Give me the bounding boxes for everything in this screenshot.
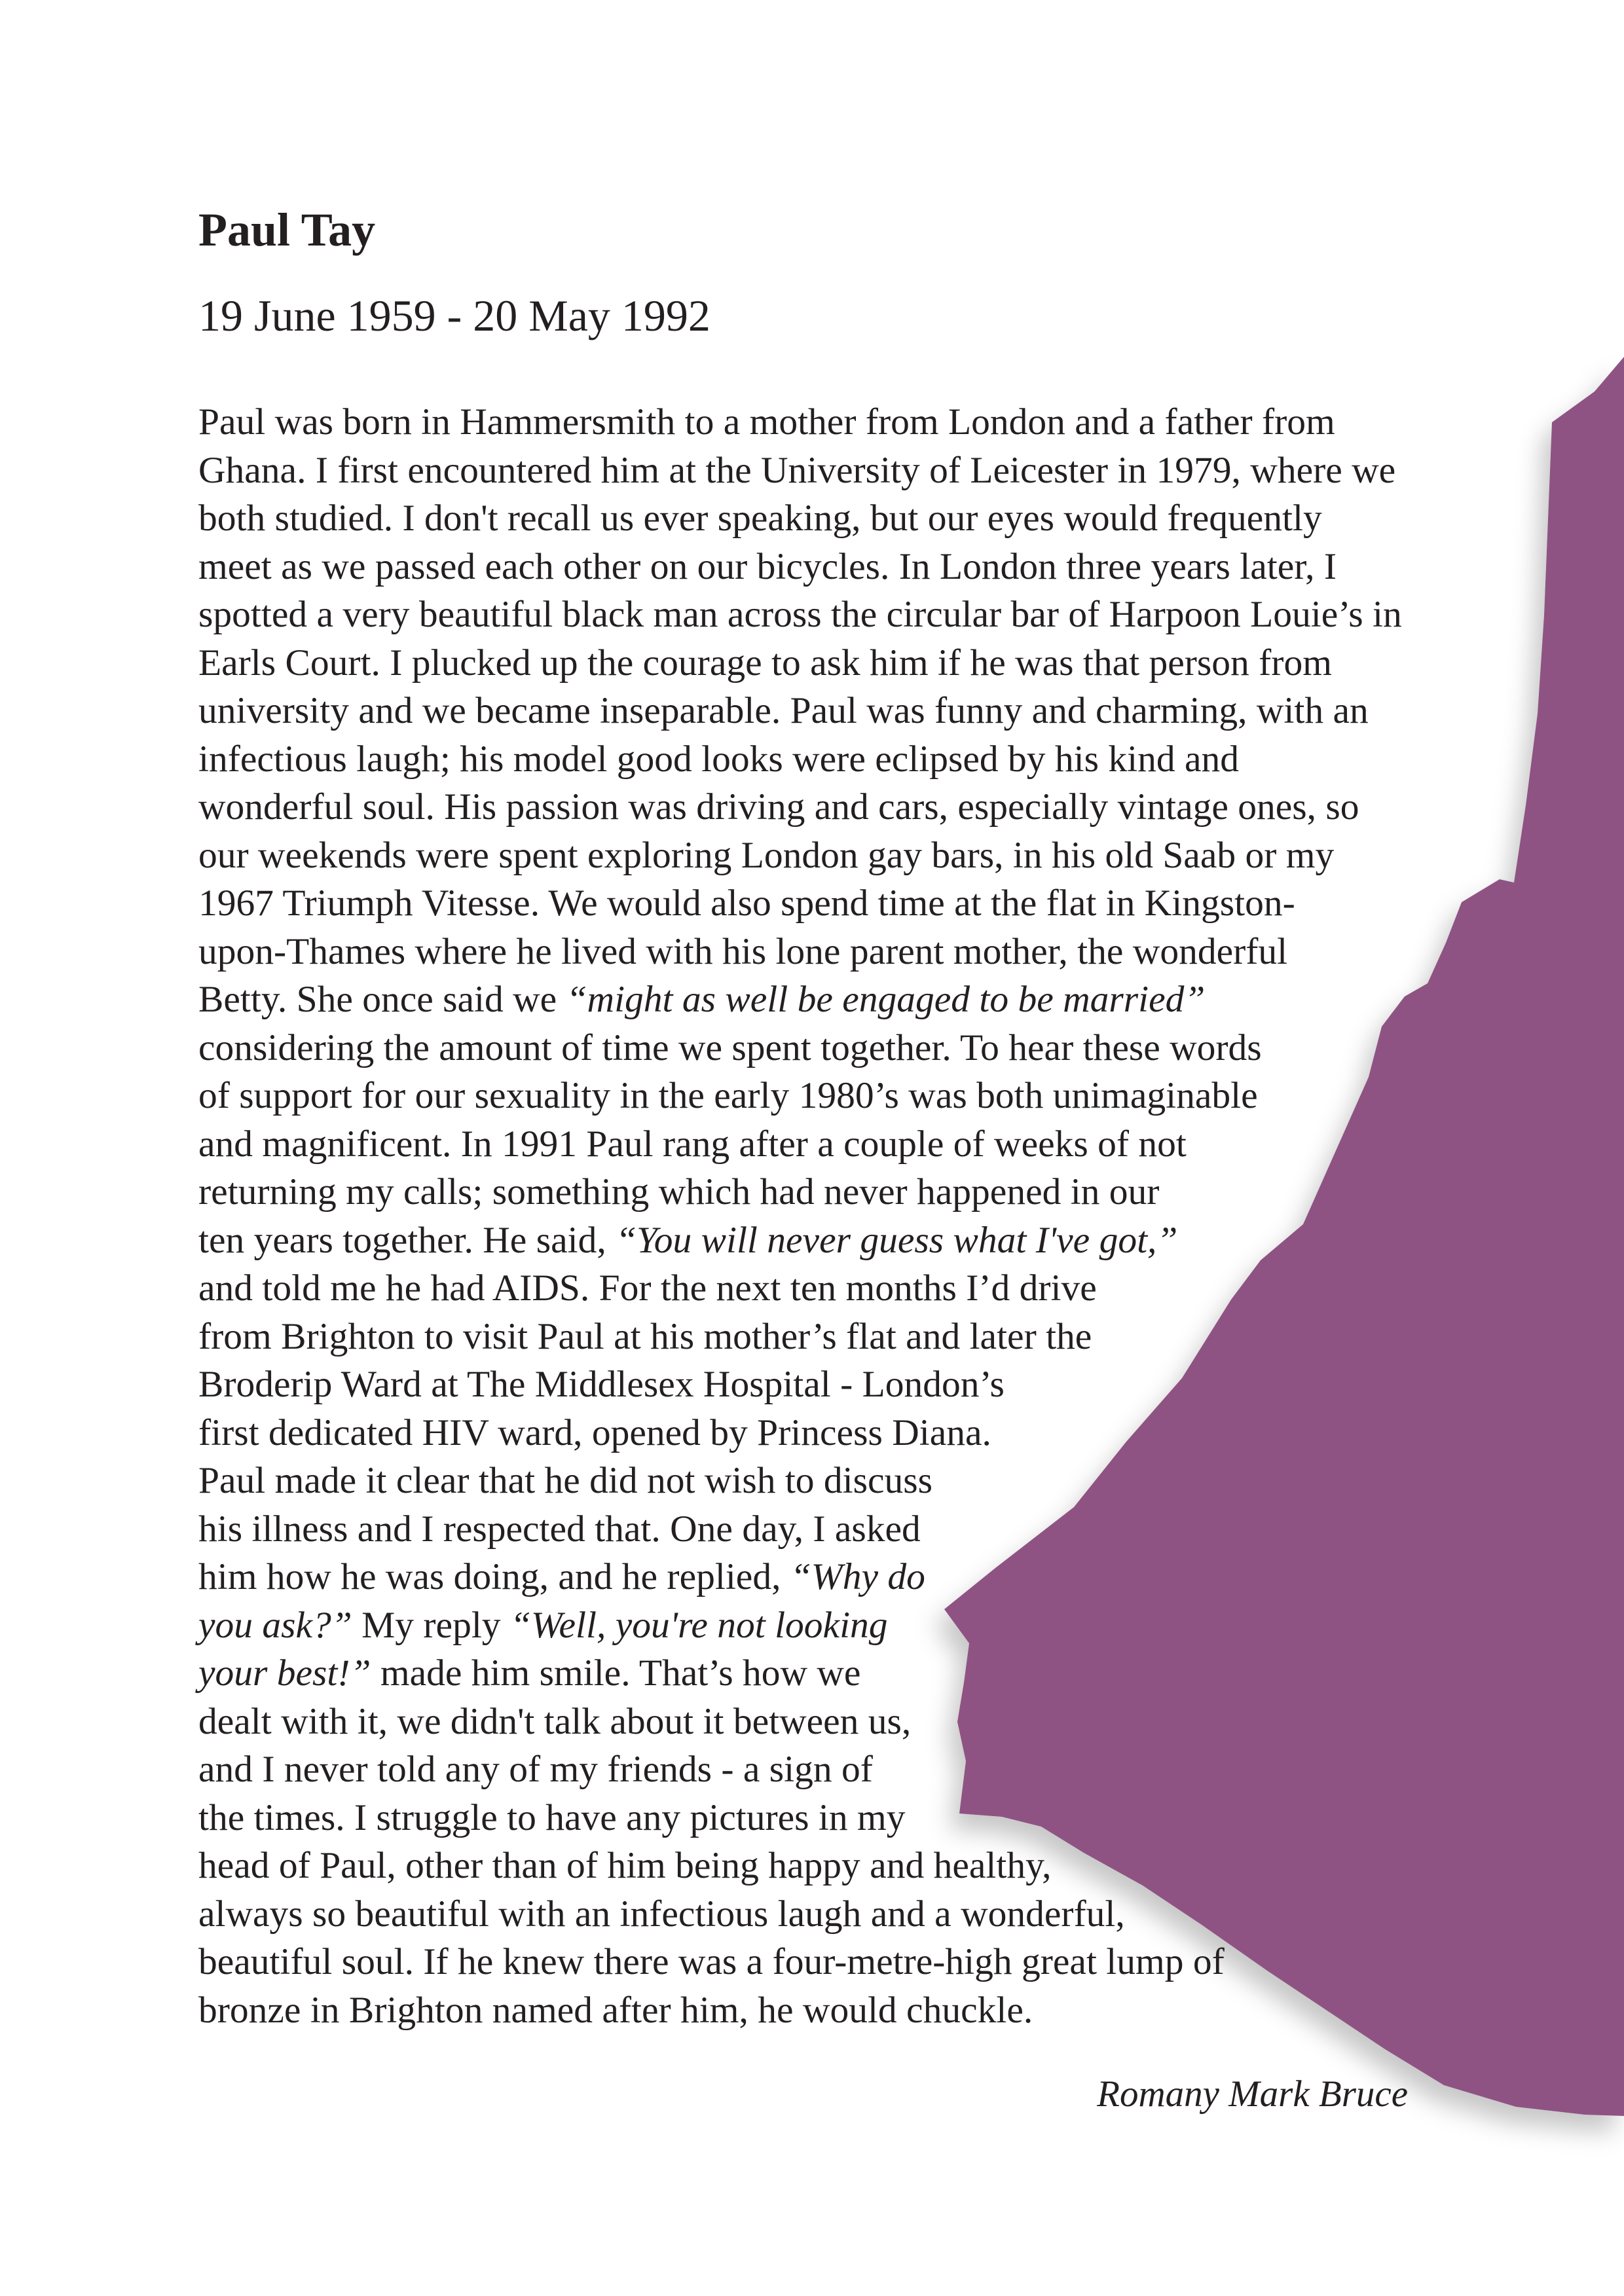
text-line — [198, 975, 1574, 1024]
text-fragment: meet as we passed each other on our bicycles. In London three years later, I — [198, 545, 1337, 587]
text-fragment: Broderip Ward at The Middlesex Hospital - London’s — [198, 1364, 1005, 1405]
text-line — [198, 831, 1574, 880]
text-line — [198, 591, 1574, 639]
text-line — [198, 1842, 1574, 1890]
text-fragment: ten years together. He said, — [198, 1219, 616, 1261]
text-line — [198, 398, 1574, 446]
text-fragment: university and we became inseparable. Paul was funny and charming, with an — [198, 690, 1369, 731]
text-line — [198, 1794, 1574, 1842]
text-fragment: My reply — [352, 1604, 510, 1646]
text-fragment: Paul made it clear that he did not wish to discuss — [198, 1460, 933, 1501]
text-fragment: head of Paul, other than of him being happy and healthy, — [198, 1845, 1052, 1886]
text-line — [198, 1313, 1574, 1361]
text-line — [198, 1360, 1574, 1409]
text-fragment: considering the amount of time we spent together. To hear these words — [198, 1027, 1262, 1068]
text-fragment: dealt with it, we didn't talk about it between us, — [198, 1700, 912, 1742]
author-signature: Romany Mark Bruce — [1097, 2073, 1408, 2115]
text-line — [198, 1649, 1574, 1698]
text-line — [198, 1216, 1574, 1265]
memorial-text — [198, 398, 1574, 2034]
text-fragment: both studied. I don't recall us ever speaking, but our eyes would frequently — [198, 498, 1322, 539]
text-line — [198, 1698, 1574, 1746]
text-fragment: infectious laugh; his model good looks were eclipsed by his kind and — [198, 738, 1239, 780]
text-fragment: him how he was doing, and he replied, — [198, 1556, 790, 1597]
text-line — [198, 735, 1574, 784]
text-fragment: Ghana. I first encountered him at the University of Leicester in 1979, where we — [198, 449, 1396, 491]
text-fragment: returning my calls; something which had never happened in our — [198, 1171, 1160, 1212]
text-fragment: beautiful soul. If he knew there was a four-metre-high great lump of — [198, 1941, 1225, 1982]
text-line — [198, 1938, 1574, 1986]
life-dates: 19 June 1959 - 20 May 1992 — [198, 291, 710, 340]
text-line — [198, 1072, 1574, 1120]
text-line — [198, 1986, 1574, 2035]
quote-fragment: “Why do — [790, 1556, 925, 1597]
text-line — [198, 1409, 1574, 1457]
text-fragment: our weekends were spent exploring London gay bars, in his old Saab or my — [198, 834, 1335, 876]
text-line — [198, 1024, 1574, 1072]
text-fragment: his illness and I respected that. One day, I asked — [198, 1508, 921, 1550]
quote-fragment: “might as well be engaged to be married” — [566, 979, 1206, 1020]
text-fragment: and magnificent. In 1991 Paul rang after a couple of weeks of not — [198, 1123, 1187, 1165]
text-fragment: Betty. She once said we — [198, 979, 566, 1020]
text-line — [198, 1457, 1574, 1505]
quote-fragment: “You will never guess what I've got,” — [616, 1219, 1178, 1261]
quote-fragment: “Well, you're not looking — [509, 1604, 888, 1646]
text-fragment: the times. I struggle to have any pictures in my — [198, 1796, 906, 1838]
text-fragment: and told me he had AIDS. For the next ten months I’d drive — [198, 1267, 1097, 1309]
text-line — [198, 783, 1574, 831]
text-line — [198, 446, 1574, 495]
person-name: Paul Tay — [198, 204, 376, 256]
text-fragment: of support for our sexuality in the early 1980’s was both unimaginable — [198, 1075, 1258, 1116]
text-fragment: always so beautiful with an infectious laugh and a wonderful, — [198, 1893, 1125, 1935]
text-fragment: wonderful soul. His passion was driving and cars, especially vintage ones, so — [198, 786, 1359, 828]
text-line — [198, 928, 1574, 976]
text-fragment: and I never told any of my friends - a sign of — [198, 1749, 873, 1790]
text-line — [198, 1745, 1574, 1794]
text-line — [198, 1120, 1574, 1169]
text-line — [198, 1890, 1574, 1939]
text-line — [198, 687, 1574, 735]
text-line — [198, 1553, 1574, 1601]
text-line — [198, 1264, 1574, 1313]
text-line — [198, 1168, 1574, 1216]
text-line — [198, 639, 1574, 687]
text-fragment: upon-Thames where he lived with his lone parent mother, the wonderful — [198, 930, 1288, 972]
quote-fragment: you ask?” — [198, 1604, 352, 1646]
quote-fragment: your best!” — [198, 1652, 371, 1694]
text-line — [198, 494, 1574, 543]
text-fragment: made him smile. That’s how we — [371, 1652, 861, 1694]
text-line — [198, 1601, 1574, 1650]
text-fragment: Paul was born in Hammersmith to a mother from London and a father from — [198, 401, 1335, 443]
text-line — [198, 1505, 1574, 1554]
text-line — [198, 543, 1574, 591]
text-fragment: from Brighton to visit Paul at his mother’s flat and later the — [198, 1315, 1092, 1357]
text-fragment: bronze in Brighton named after him, he would chuckle. — [198, 1989, 1033, 2031]
text-fragment: 1967 Triumph Vitesse. We would also spend time at the flat in Kingston- — [198, 883, 1295, 924]
text-line — [198, 879, 1574, 928]
text-fragment: Earls Court. I plucked up the courage to ask him if he was that person from — [198, 642, 1332, 683]
text-fragment: first dedicated HIV ward, opened by Princess Diana. — [198, 1412, 991, 1453]
text-fragment: spotted a very beautiful black man across the circular bar of Harpoon Louie’s in — [198, 594, 1402, 635]
